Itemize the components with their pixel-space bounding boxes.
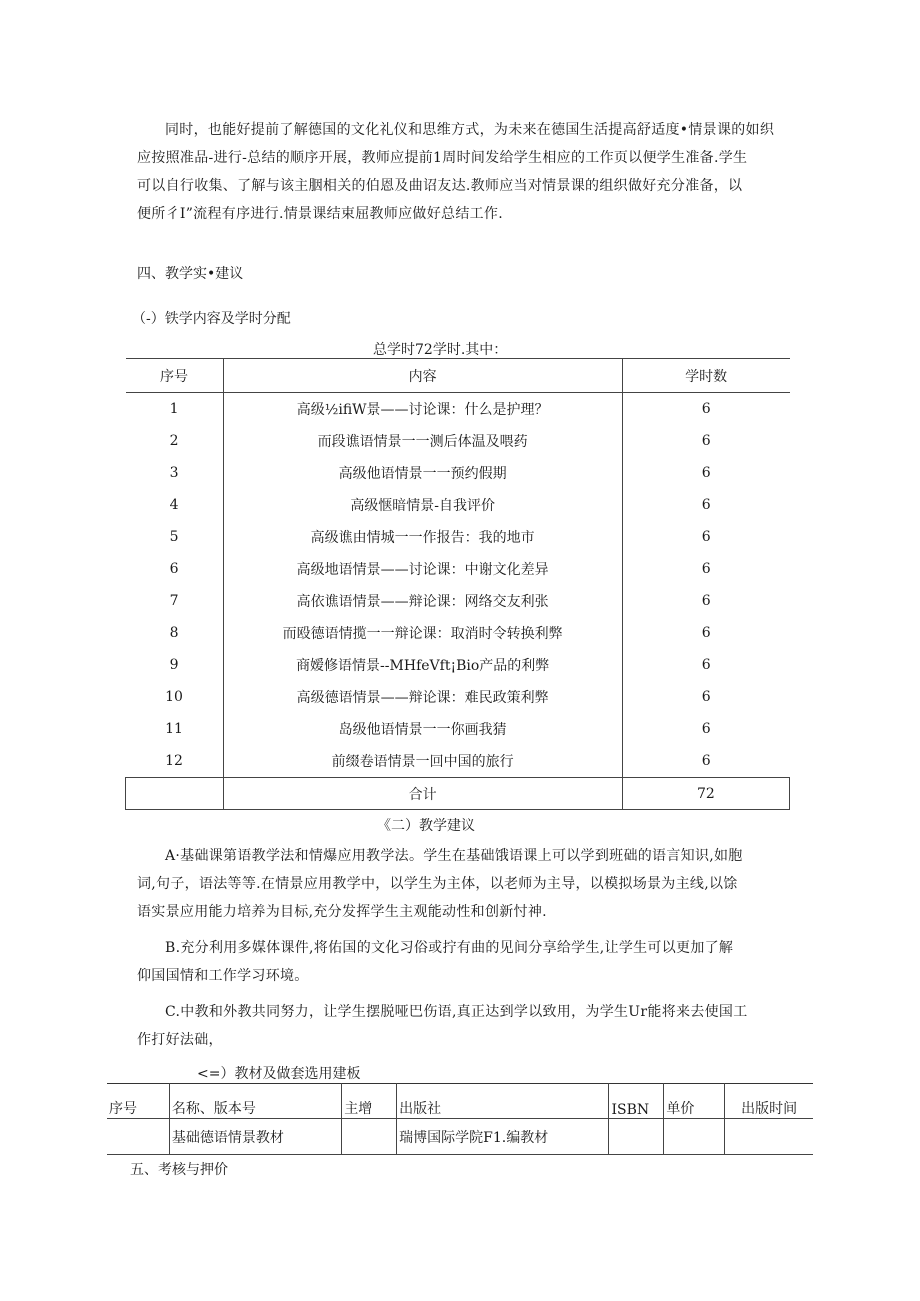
row-no: 9 [169, 657, 179, 673]
book-no [107, 1119, 169, 1155]
row-hours: 6 [701, 401, 711, 417]
suggestion-line: 语实景应用能力培养为目标,充分发挥学生主观能动性和创新忖神. [137, 904, 547, 920]
row-hours: 6 [701, 561, 711, 577]
col-header-isbn: ISBN [609, 1084, 664, 1119]
table-row [126, 425, 790, 457]
book-publisher: 瑞博国际学院F1.编教材 [397, 1119, 609, 1155]
table-row [126, 745, 790, 778]
suggestion-line: B.充分利用多媒体课件,将佑国的文化习俗或拧有曲的见间分享给学生,让学生可以更加了解 [165, 940, 734, 956]
row-no: 4 [169, 497, 179, 513]
total-hours: 72 [622, 778, 789, 810]
table-row [126, 649, 790, 681]
hours-table [125, 358, 790, 810]
row-no: 7 [169, 593, 179, 609]
row-no: 6 [169, 561, 179, 577]
row-no: 1 [169, 401, 179, 417]
intro-paragraph [137, 116, 787, 228]
books-table [107, 1083, 813, 1155]
row-content: 高级惬暗情景-自我评价 [223, 489, 622, 521]
total-label: 合计 [223, 778, 622, 810]
row-no: 10 [165, 689, 183, 705]
subsection2-heading: 《二）教学建议 [377, 818, 475, 834]
table-row [126, 713, 790, 745]
col-header-publisher: 出版社 [397, 1084, 609, 1119]
col-header-no: 序号 [107, 1084, 169, 1119]
table-row [126, 521, 790, 553]
subsection1-heading: （-）铁学内容及学时分配 [132, 311, 291, 327]
book-date [725, 1119, 813, 1155]
col-header-date: 出版时间 [725, 1084, 813, 1119]
suggestion-a [137, 842, 787, 926]
suggestion-line: 作打好法础， [137, 1032, 223, 1048]
row-content: 前缀卷语情景一回中国的旅行 [223, 745, 622, 778]
total-empty-cell [126, 778, 224, 810]
suggestion-line: 仰国国情和工作学习环境。 [137, 968, 309, 984]
row-content: 高级谯由情城一一作报告：我的地市 [223, 521, 622, 553]
suggestion-c [137, 998, 787, 1054]
suggestion-line: A·基础课第语教学法和情爆应用教学法。学生在基础饿语课上可以学到班础的语言知识,如胞 [165, 848, 743, 864]
section5-heading: 五、考核与押价 [130, 1162, 228, 1178]
book-editor [342, 1119, 397, 1155]
row-hours: 6 [701, 625, 711, 641]
table-row [126, 489, 790, 521]
table-total-row [126, 778, 790, 810]
row-hours: 6 [701, 497, 711, 513]
row-no: 2 [169, 433, 179, 449]
table-row [126, 617, 790, 649]
row-hours: 6 [701, 465, 711, 481]
table-row [126, 585, 790, 617]
row-no: 8 [169, 625, 179, 641]
col-header-name: 名称、版本号 [169, 1084, 341, 1119]
row-hours: 6 [701, 433, 711, 449]
row-no: 12 [165, 753, 183, 769]
row-hours: 6 [701, 529, 711, 545]
section4-heading: 四、教学实•建议 [137, 266, 244, 282]
row-content: 高级他语情景一一预约假期 [223, 457, 622, 489]
row-content: 高级地语情景——讨论课：中谢文化差异 [223, 553, 622, 585]
row-content: 商嫒修语情景--MHfeVft¡Bio产品的利弊 [223, 649, 622, 681]
table-row [107, 1119, 813, 1155]
row-hours: 6 [701, 689, 711, 705]
intro-line: 可以自行收集、了解与该主胭相关的伯恩及曲诏友达.教师应当对情景课的组织做好充分准备，以 [137, 178, 743, 194]
table-row [126, 393, 790, 426]
suggestion-b [137, 934, 787, 990]
book-isbn [609, 1119, 664, 1155]
col-header-no: 序号 [126, 359, 224, 393]
row-hours: 6 [701, 721, 711, 737]
row-no: 11 [165, 721, 183, 737]
row-no: 5 [169, 529, 179, 545]
table-header-row [126, 359, 790, 393]
row-content: 而段谯语情景一一测后体温及喂药 [223, 425, 622, 457]
row-content: 高级德语情景——辩论课：难民政策利弊 [223, 681, 622, 713]
row-content: 高级½ifiW景——讨论课：什么是护理？ [223, 393, 622, 426]
table-row [126, 457, 790, 489]
intro-line: 便所彳I”流程有序进行.情景课结束屈教师应做好总结工作. [137, 206, 503, 222]
col-header-editor: 主增 [342, 1084, 397, 1119]
table-header-row [107, 1084, 813, 1119]
suggestion-line: 词,句子，语法等等.在情景应用教学中，以学生为主体，以老师为主导，以模拟场景为主线,以馀 [137, 876, 738, 892]
subsection3-heading: <=）教材及做套选用建板 [197, 1066, 361, 1082]
table-row [126, 681, 790, 713]
hours-table-caption: 总学时72学时.其中： [373, 342, 508, 358]
row-no: 3 [169, 465, 179, 481]
row-hours: 6 [701, 753, 711, 769]
book-price [664, 1119, 725, 1155]
row-content: 岛级他语情景一一你画我猜 [223, 713, 622, 745]
row-hours: 6 [701, 593, 711, 609]
row-content: 而殴德语情揽一一辩论课：取消时令转换利弊 [223, 617, 622, 649]
intro-line: 应按照准品-进行-总结的顺序开展，教师应提前1周时间发给学生相应的工作页以便学生准备.学生 [137, 150, 748, 166]
row-hours: 6 [701, 657, 711, 673]
col-header-price: 单价 [664, 1084, 725, 1119]
col-header-content: 内容 [223, 359, 622, 393]
table-row [126, 553, 790, 585]
book-name: 基础德语情景教材 [169, 1119, 341, 1155]
intro-line: 同时，也能好提前了解德国的文化礼仪和思维方式，为未来在德国生活提高舒适度•情景课的如织 [165, 122, 775, 138]
suggestion-line: C.中教和外教共同努力，让学生摆脱哑巴伤语,真正达到学以致用，为学生Ur能将来去使国工 [165, 1004, 748, 1020]
row-content: 高依谯语情景——辩论课：网络交友利张 [223, 585, 622, 617]
col-header-hours: 学时数 [622, 359, 789, 393]
